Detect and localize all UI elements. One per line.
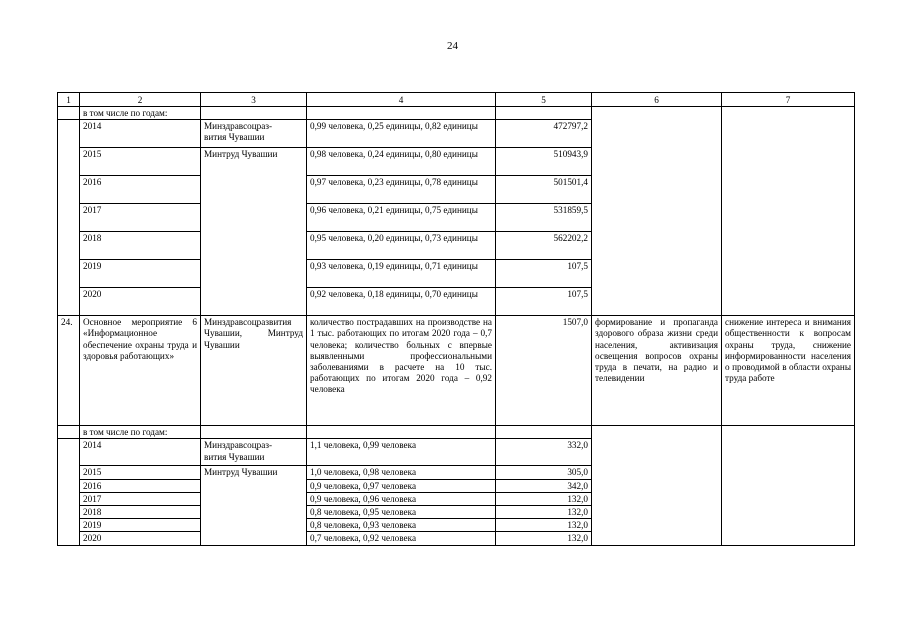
year-cell: 2018 — [80, 506, 201, 519]
col-header-6: 6 — [592, 93, 722, 107]
item-number: 24. — [58, 316, 80, 426]
year-cell: 2018 — [80, 232, 201, 260]
indicator-cell: 0,8 человека, 0,95 человека — [307, 506, 496, 519]
indicator-cell: 0,92 человека, 0,18 единицы, 0,70 единицы — [307, 288, 496, 316]
year-cell: 2020 — [80, 288, 201, 316]
amount-cell: 132,0 — [496, 532, 592, 545]
indicator-cell: 0,93 человека, 0,19 единицы, 0,71 единицы — [307, 260, 496, 288]
by-years-row — [58, 107, 855, 120]
target-indicator: количество пострадавших на производстве на 1 тыс. работающих по итогам 2020 года – 0,7 человека; количество больных с впервые выявленными профессиональными заболеваниями в расчете на 10 тыс. работающих по итогам 2020 года – 0,92 человека — [307, 316, 496, 426]
year-cell: 2015 — [80, 148, 201, 176]
year-cell: 2014 — [80, 120, 201, 148]
empty-cell — [722, 107, 855, 316]
amount-cell: 132,0 — [496, 519, 592, 532]
org-cell: Минтруд Чувашии — [201, 148, 307, 316]
indicator-cell: 0,99 человека, 0,25 единицы, 0,82 единицы — [307, 120, 496, 148]
amount-cell: 562202,2 — [496, 232, 592, 260]
empty-cell — [592, 107, 722, 316]
year-cell: 2017 — [80, 492, 201, 505]
col-header-4: 4 — [307, 93, 496, 107]
org-cell: Минздравсоцраз- вития Чувашии — [201, 120, 307, 148]
item-24-row — [58, 316, 855, 426]
col-header-2: 2 — [80, 93, 201, 107]
year-cell: 2016 — [80, 176, 201, 204]
program-table — [57, 92, 855, 546]
by-years-label: в том числе по годам: — [80, 426, 201, 439]
year-cell: 2019 — [80, 260, 201, 288]
risk-description: снижение интереса и внимания общественности к вопросам охраны труда, снижение информированности населения о проводимой в области охраны труда работе — [722, 316, 855, 426]
indicator-cell: 0,96 человека, 0,21 единицы, 0,75 единицы — [307, 204, 496, 232]
col-header-5: 5 — [496, 93, 592, 107]
year-cell: 2019 — [80, 519, 201, 532]
col-header-7: 7 — [722, 93, 855, 107]
amount-cell: 332,0 — [496, 439, 592, 466]
amount-cell: 107,5 — [496, 260, 592, 288]
amount-cell: 305,0 — [496, 466, 592, 479]
amount-cell: 510943,9 — [496, 148, 592, 176]
measure-name: Основное мероприятие 6 «Информационное обеспечение охраны труда и здоровья работающих» — [80, 316, 201, 426]
indicator-cell: 0,98 человека, 0,24 единицы, 0,80 единицы — [307, 148, 496, 176]
indicator-cell: 1,1 человека, 0,99 человека — [307, 439, 496, 466]
indicator-cell: 1,0 человека, 0,98 человека — [307, 466, 496, 479]
col-header-1: 1 — [58, 93, 80, 107]
org-cell: Минтруд Чувашии — [201, 466, 307, 545]
indicator-cell: 0,9 человека, 0,96 человека — [307, 492, 496, 505]
amount-cell: 132,0 — [496, 506, 592, 519]
page-number: 24 — [447, 40, 458, 52]
by-years-row — [58, 426, 855, 439]
indicator-cell: 0,7 человека, 0,92 человека — [307, 532, 496, 545]
funding-total: 1507,0 — [496, 316, 592, 426]
col-header-3: 3 — [201, 93, 307, 107]
responsible-orgs: Минздравсоцразвития Чувашии, Минтруд Чувашии — [201, 316, 307, 426]
org-cell: Минздравсоцраз- вития Чувашии — [201, 439, 307, 466]
empty-cell — [592, 426, 722, 545]
indicator-cell: 0,8 человека, 0,93 человека — [307, 519, 496, 532]
amount-cell: 501501,4 — [496, 176, 592, 204]
year-cell: 2015 — [80, 466, 201, 479]
amount-cell: 531859,5 — [496, 204, 592, 232]
by-years-label: в том числе по годам: — [80, 107, 201, 120]
header-row — [58, 93, 855, 107]
amount-cell: 342,0 — [496, 479, 592, 492]
amount-cell: 472797,2 — [496, 120, 592, 148]
indicator-cell: 0,95 человека, 0,20 единицы, 0,73 единицы — [307, 232, 496, 260]
expected-result: формирование и пропаганда здорового образа жизни среди населения, активизация освещения вопросов охраны труда в печати, на радио и телевидении — [592, 316, 722, 426]
year-cell: 2016 — [80, 479, 201, 492]
year-cell: 2014 — [80, 439, 201, 466]
indicator-cell: 0,9 человека, 0,97 человека — [307, 479, 496, 492]
empty-cell — [722, 426, 855, 545]
year-cell: 2017 — [80, 204, 201, 232]
amount-cell: 107,5 — [496, 288, 592, 316]
indicator-cell: 0,97 человека, 0,23 единицы, 0,78 единицы — [307, 176, 496, 204]
year-cell: 2020 — [80, 532, 201, 545]
amount-cell: 132,0 — [496, 492, 592, 505]
